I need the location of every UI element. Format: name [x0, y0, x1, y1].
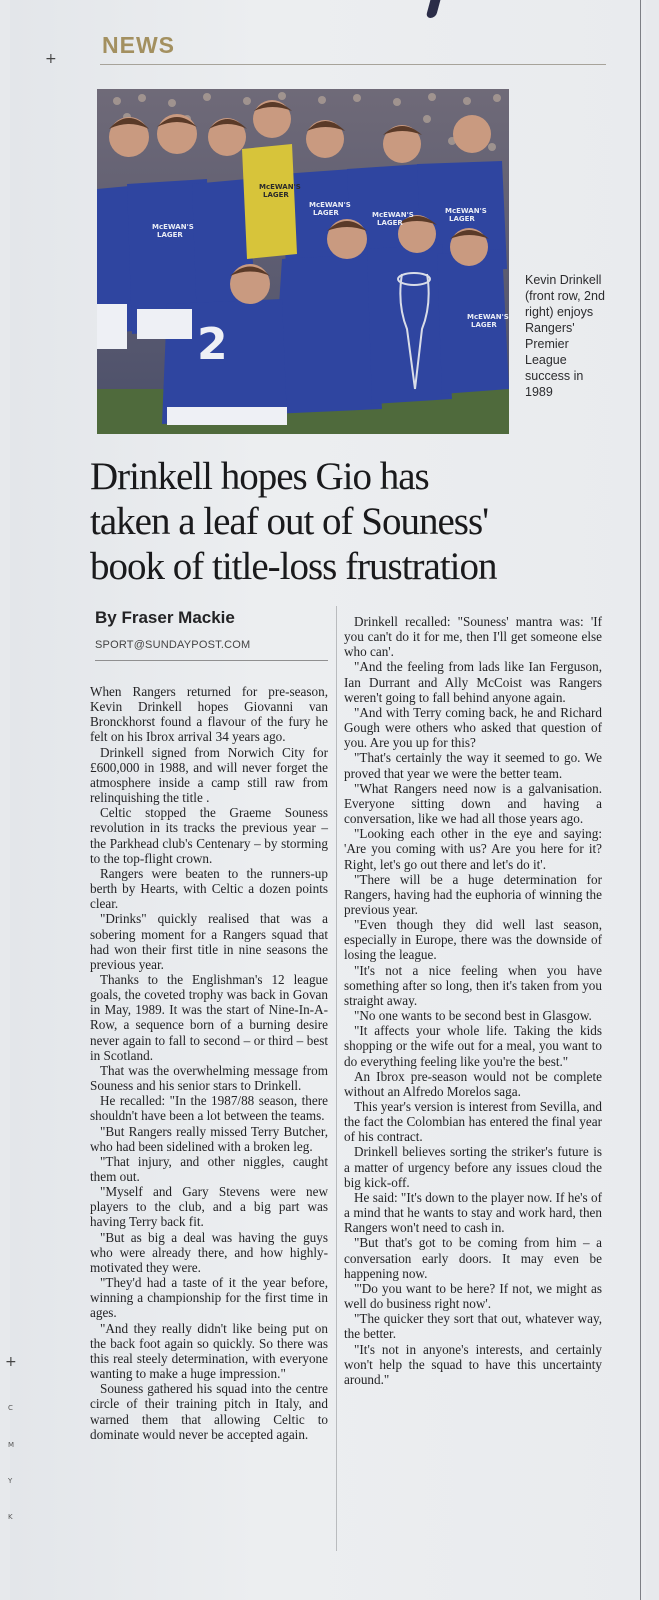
paragraph: "But as big a deal was having the guys who were already there, and how highly-motivated they were.	[90, 1229, 328, 1275]
paragraph: "That injury, and other niggles, caught them out.	[90, 1153, 328, 1184]
paragraph: Drinkell recalled: "Souness' mantra was: 'If you can't do it for me, then I'll get someone else who can'.	[344, 614, 602, 660]
cmyk-mark-k: K	[8, 1513, 13, 1521]
section-rule	[100, 64, 606, 65]
headline	[90, 454, 620, 589]
column-divider	[336, 606, 337, 1551]
paragraph: "And the feeling from lads like Ian Ferguson, Ian Durrant and Ally McCoist was Rangers weren't going to fall behind anyone again.	[344, 659, 602, 705]
shirt-sponsor-text: LAGER	[263, 191, 289, 199]
paragraph: Thanks to the Englishman's 12 league goals, the coveted trophy was back in Govan in May, 1989. It was the start of Nine-In-A-Row, a sequence born of a burning desire never again to fall to second – or third – best in Scotland.	[90, 971, 328, 1063]
paragraph: When Rangers returned for pre-season, Kevin Drinkell hopes Giovanni van Bronckhorst found a flavour of the fury he felt on his Ibrox arrival 34 years ago.	[90, 684, 328, 745]
paragraph: "But that's got to be coming from him – a conversation early doors. It may even be happening now.	[344, 1235, 602, 1281]
paragraph: "Myself and Gary Stevens were new players to the club, and a big part was having Terry back fit.	[90, 1184, 328, 1230]
shirt-sponsor-text: McEWAN'S	[259, 183, 301, 191]
shirt-sponsor-text: LAGER	[377, 219, 403, 227]
paragraph: "It's not a nice feeling when you have something after so long, then it's taken from you straight away.	[344, 962, 602, 1008]
shirt-sponsor-text: LAGER	[157, 231, 183, 239]
paragraph: "They'd had a taste of it the year before, winning a championship for the first time in ages.	[90, 1275, 328, 1321]
shirt-sponsor-text: LAGER	[471, 321, 497, 329]
paragraph: This year's version is interest from Sevilla, and the fact the Colombian has entered the final year of his contract.	[344, 1099, 602, 1145]
shirt-sponsor-text: McEWAN'S	[372, 211, 414, 219]
paragraph: "Even though they did well last season, especially in Europe, there was the downside of losing the league.	[344, 917, 602, 963]
paragraph: Rangers were beaten to the runners-up berth by Hearts, with Celtic a dozen points clear.	[90, 865, 328, 912]
paragraph: "It affects your whole life. Taking the kids shopping or the wife out for a meal, you want to do everything feeling like you're the best."	[344, 1023, 602, 1069]
shirt-number: 2	[197, 319, 228, 370]
paragraph: "But Rangers really missed Terry Butcher, who had been sidelined with a broken leg.	[90, 1123, 328, 1154]
team-photo	[97, 89, 509, 434]
shirt-sponsor-text: McEWAN'S	[445, 207, 487, 215]
paragraph: An Ibrox pre-season would not be complete without an Alfredo Morelos saga.	[344, 1068, 602, 1099]
author-email: SPORT@SUNDAYPOST.COM	[95, 639, 251, 651]
cmyk-mark-c: C	[8, 1404, 13, 1412]
photo-caption: Kevin Drinkell (front row, 2nd right) enjoys Rangers' Premier League success in 1989	[525, 273, 605, 399]
byline-rule	[95, 660, 328, 661]
registration-mark-icon: +	[5, 1354, 17, 1370]
shirt-sponsor-text: LAGER	[449, 215, 475, 223]
paragraph: "'Do you want to be here? If not, we might as well do business right now'.	[344, 1280, 602, 1312]
paragraph: He recalled: "In the 1987/88 season, there shouldn't have been a lot between the teams.	[90, 1093, 328, 1124]
paragraph: "That's certainly the way it seemed to go. We proved that year we were the better team.	[344, 750, 602, 781]
paragraph: That was the overwhelming message from Souness and his senior stars to Drinkell.	[90, 1062, 328, 1094]
paragraph: "There will be a huge determination for Rangers, having had the euphoria of winning the previous year.	[344, 871, 602, 917]
shirt-sponsor-text: McEWAN'S	[152, 223, 194, 231]
paragraph: Drinkell signed from Norwich City for £600,000 in 1988, and will never forget the atmosphere inside a camp still raw from relinquishing the title .	[90, 744, 328, 806]
headline-line: taken a leaf out of Souness'	[90, 500, 489, 543]
article-column-left	[90, 684, 328, 1442]
paragraph: "What Rangers need now is a galvanisation. Everyone sitting down and having a conversation, like we had all those years ago.	[344, 780, 602, 827]
shirt-sponsor-text: McEWAN'S	[309, 201, 351, 209]
paragraph: He said: "It's down to the player now. If he's of a mind that he wants to stay and work hard, then Rangers won't need to cash in.	[344, 1189, 602, 1236]
paragraph: "Drinks" quickly realised that was a sobering moment for a Rangers squad that had won their first title in nine seasons the previous year.	[90, 911, 328, 972]
cmyk-mark-m: M	[8, 1441, 15, 1449]
paragraph: "No one wants to be second best in Glasgow.	[354, 1008, 592, 1024]
team-celebration-photo-icon	[97, 89, 509, 434]
paragraph: "The quicker they sort that out, whatever way, the better.	[344, 1311, 602, 1342]
byline: By Fraser Mackie	[95, 608, 235, 627]
section-label: NEWS	[102, 32, 175, 58]
paragraph: "It's not in anyone's interests, and certainly won't help the squad to have this uncertainty around."	[344, 1341, 602, 1387]
shirt-sponsor-text: LAGER	[313, 209, 339, 217]
paragraph: Drinkell believes sorting the striker's future is a matter of urgency before any issues cloud the big kick-off.	[344, 1144, 602, 1190]
paragraph: "Looking each other in the eye and saying: 'Are you coming with us? Are you here for it? Right, let's go out there and let's do it'.	[344, 826, 602, 872]
headline-line: Drinkell hopes Gio has	[90, 455, 429, 498]
paragraph: Celtic stopped the Graeme Souness revolution in its tracks the previous year – the Parkhead club's Centenary – by storming to the top-flight crown.	[90, 805, 328, 866]
headline-line: book of title-loss frustration	[90, 545, 497, 588]
page-edge-rule	[640, 0, 641, 1600]
paragraph: "And with Terry coming back, he and Richard Gough were others who asked that question of you. Are you up for this?	[344, 704, 602, 751]
shirt-sponsor-text: McEWAN'S	[467, 313, 509, 321]
registration-mark-icon: +	[45, 51, 57, 67]
article-column-right	[344, 614, 602, 1387]
cmyk-mark-y: Y	[8, 1477, 13, 1485]
paragraph: Souness gathered his squad into the centre circle of their training pitch in Italy, and warned them that allowing Celtic to dominate would never be accepted again.	[90, 1381, 328, 1442]
paragraph: "And they really didn't like being put on the back foot again so quickly. So there was this real steely determination, with everyone wanting to make a huge impression."	[90, 1320, 328, 1382]
